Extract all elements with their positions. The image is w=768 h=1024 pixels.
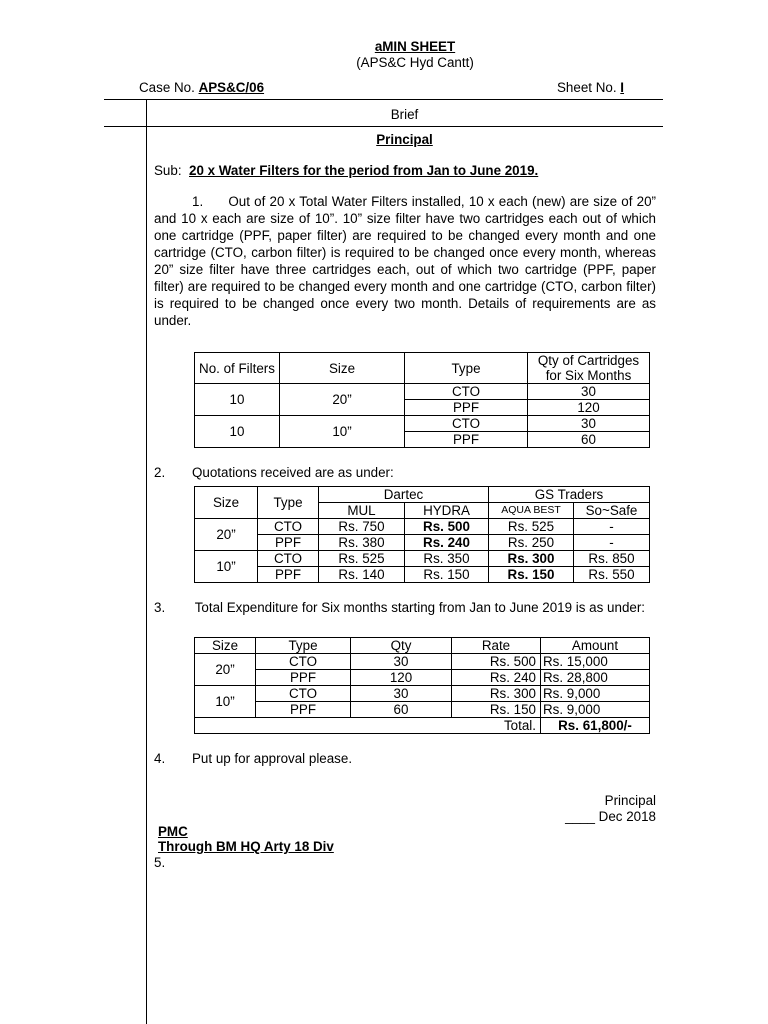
table-row	[195, 654, 650, 670]
cell-aqua: Rs. 300	[489, 551, 574, 567]
cell-type: PPF	[256, 670, 351, 686]
table-row	[195, 670, 650, 686]
table-header-row	[195, 353, 650, 384]
sheet-label: Sheet No.	[557, 80, 617, 95]
sheet-number	[557, 79, 624, 96]
para1-num: 1.	[192, 194, 204, 209]
cell-sosafe: -	[574, 519, 650, 535]
cell-filters: 10	[195, 384, 280, 416]
cell-amount: Rs. 15,000	[541, 654, 650, 670]
cell-type: CTO	[405, 416, 528, 432]
cell-rate: Rs. 500	[452, 654, 541, 670]
cell-qty: 60	[528, 432, 650, 448]
cell-type: CTO	[258, 519, 319, 535]
table-row	[195, 416, 650, 432]
table-row	[195, 686, 650, 702]
cell-hydra: Rs. 500	[405, 519, 489, 535]
cell-hydra: Rs. 350	[405, 551, 489, 567]
cell-type: PPF	[258, 567, 319, 583]
th-hydra: HYDRA	[405, 503, 489, 519]
table-row	[195, 567, 650, 583]
th-so-safe: So~Safe	[574, 503, 650, 519]
paragraph-4	[154, 750, 353, 767]
cell-hydra: Rs. 240	[405, 535, 489, 551]
cell-size: 10”	[280, 416, 405, 448]
case-label: Case No.	[139, 80, 195, 95]
margin-line	[146, 100, 147, 1024]
para3-num: 3.	[154, 600, 166, 615]
cell-sosafe: Rs. 850	[574, 551, 650, 567]
cell-sosafe: -	[574, 535, 650, 551]
brief-label: Brief	[390, 107, 419, 122]
sheet-subtitle: (APS&C Hyd Cantt)	[356, 55, 474, 70]
para5-num: 5.	[154, 855, 166, 870]
para1-text: Out of 20 x Total Water Filters installed, 10 x each (new) are size of 20” and 10 x each are size of 10”. 10” size filter have two cartridges each out of which one cartridge (PPF, paper filter) are required to be changed every month and one cartridge (CTO, carbon filter) is required to be changed once every month, whereas 20” size filter have three cartridges each, out of which two cartridge (PPF, paper filter) are required to be changed every month and one cartridge (CTO, carbon filter) is required to be changed once every two month. Details of requirements are as under.	[154, 194, 656, 328]
cell-mul: Rs. 750	[319, 519, 405, 535]
signature-role: Principal	[604, 793, 656, 808]
para4-num: 4.	[154, 751, 166, 766]
th-aqua-best: AQUA BEST	[489, 503, 574, 519]
subject-text: 20 x Water Filters for the period from Jan to June 2019.	[189, 163, 539, 178]
cell-size: 20”	[195, 519, 258, 551]
cell-aqua: Rs. 150	[489, 567, 574, 583]
cell-rate: Rs. 300	[452, 686, 541, 702]
table-row	[195, 384, 650, 400]
cell-rate: Rs. 150	[452, 702, 541, 718]
cell-size: 20”	[195, 654, 256, 686]
th-qty: Qty	[351, 638, 452, 654]
cell-type: PPF	[405, 432, 528, 448]
para2-text: Quotations received are as under:	[192, 465, 394, 480]
cell-qty: 60	[351, 702, 452, 718]
th-size: Size	[195, 487, 258, 519]
sheet-value: I	[620, 80, 625, 95]
cell-type: CTO	[405, 384, 528, 400]
table-row	[195, 535, 650, 551]
cell-hydra: Rs. 150	[405, 567, 489, 583]
top-rule	[104, 99, 663, 100]
cell-mul: Rs. 140	[319, 567, 405, 583]
cell-type: PPF	[405, 400, 528, 416]
cell-type: CTO	[256, 654, 351, 670]
cell-type: CTO	[256, 686, 351, 702]
paragraph-1	[154, 193, 656, 329]
total-amount: Rs. 61,800/-	[541, 718, 650, 734]
subject-line	[154, 162, 538, 179]
th-type: Type	[256, 638, 351, 654]
th-vendor-dartec: Dartec	[319, 487, 489, 503]
cell-amount: Rs. 28,800	[541, 670, 650, 686]
th-rate: Rate	[452, 638, 541, 654]
th-vendor-gs-traders: GS Traders	[489, 487, 650, 503]
para4-text: Put up for approval please.	[192, 751, 353, 766]
th-amount: Amount	[541, 638, 650, 654]
th-type: Type	[258, 487, 319, 519]
cell-type: PPF	[256, 702, 351, 718]
paragraph-2	[154, 464, 394, 481]
cell-qty: 30	[528, 416, 650, 432]
cell-type: CTO	[258, 551, 319, 567]
cell-qty: 120	[528, 400, 650, 416]
cell-sosafe: Rs. 550	[574, 567, 650, 583]
table-row	[195, 551, 650, 567]
cell-size: 10”	[195, 686, 256, 718]
requirements-table	[194, 352, 650, 448]
expenditure-table	[194, 637, 650, 734]
table-header-row	[195, 638, 650, 654]
table-total-row	[195, 718, 650, 734]
addressee: Principal	[376, 132, 433, 147]
table-header-row	[195, 487, 650, 503]
cell-amount: Rs. 9,000	[541, 686, 650, 702]
para2-num: 2.	[154, 465, 166, 480]
th-size: Size	[280, 353, 405, 384]
cell-qty: 120	[351, 670, 452, 686]
total-label: Total.	[195, 718, 541, 734]
th-qty: Qty of Cartridges for Six Months	[528, 353, 650, 384]
para3-text: Total Expenditure for Six months starting from Jan to June 2019 is as under:	[194, 600, 646, 615]
cell-size: 10”	[195, 551, 258, 583]
routing-through: Through BM HQ Arty 18 Div	[158, 839, 334, 854]
routing-to: PMC	[158, 824, 188, 839]
table-row	[195, 702, 650, 718]
cell-aqua: Rs. 250	[489, 535, 574, 551]
cell-type: PPF	[258, 535, 319, 551]
quotations-table	[194, 486, 650, 583]
cell-qty: 30	[528, 384, 650, 400]
cell-mul: Rs. 380	[319, 535, 405, 551]
subject-label: Sub:	[154, 163, 182, 178]
th-filters: No. of Filters	[195, 353, 280, 384]
cell-size: 20”	[280, 384, 405, 416]
cell-aqua: Rs. 525	[489, 519, 574, 535]
cell-qty: 30	[351, 654, 452, 670]
cell-amount: Rs. 9,000	[541, 702, 650, 718]
paragraph-3	[154, 599, 656, 616]
signature-date: ____ Dec 2018	[565, 809, 656, 824]
case-value: APS&C/06	[198, 80, 265, 95]
table-row	[195, 519, 650, 535]
th-type: Type	[405, 353, 528, 384]
th-size: Size	[195, 638, 256, 654]
sheet-title: aMIN SHEET	[374, 39, 456, 54]
cell-filters: 10	[195, 416, 280, 448]
cell-rate: Rs. 240	[452, 670, 541, 686]
cell-mul: Rs. 525	[319, 551, 405, 567]
brief-rule	[104, 126, 663, 127]
th-mul: MUL	[319, 503, 405, 519]
cell-qty: 30	[351, 686, 452, 702]
case-number	[139, 79, 264, 96]
